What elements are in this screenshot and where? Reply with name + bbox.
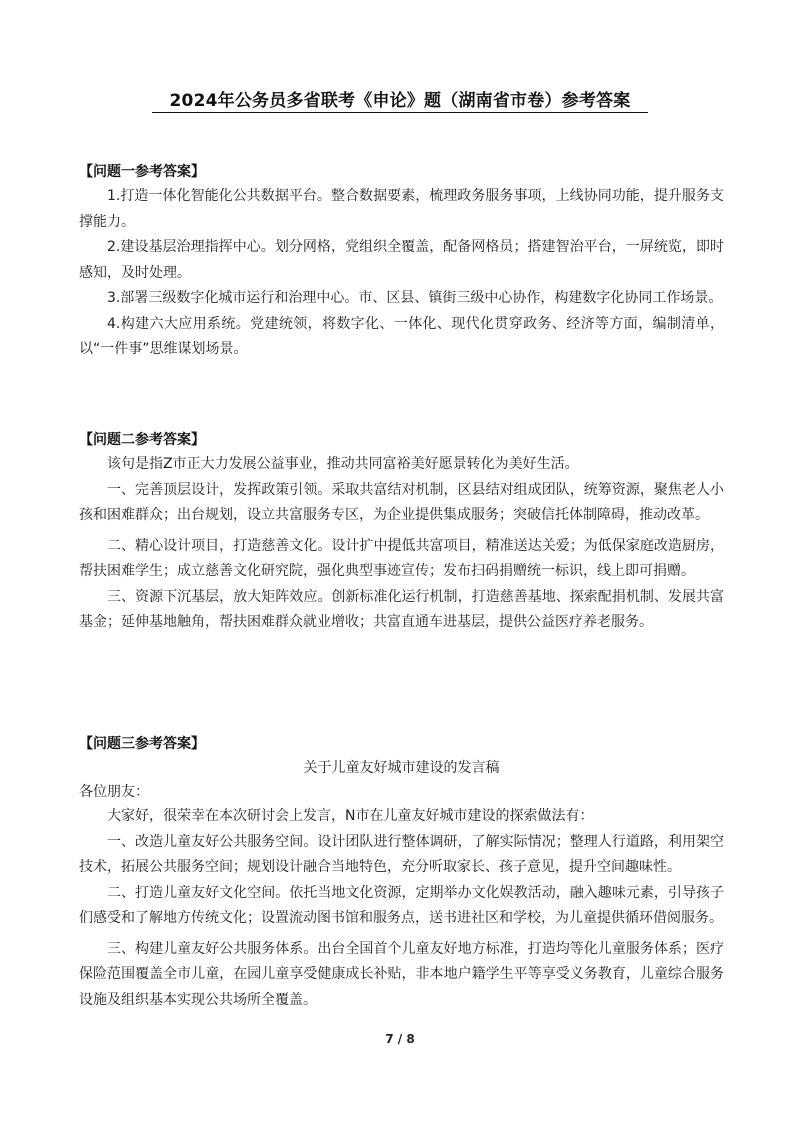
answer-section-q3 [79, 732, 724, 1013]
answer-paragraph: 大家好，很荣幸在本次研讨会上发言，N市在儿童友好城市建设的探索做法有： [107, 808, 594, 824]
answer-paragraph: 1.打造一体化智能化公共数据平台。整合数据要素，梳理政务服务事项，上线协同功能，提升服务支撑能力。 [79, 188, 724, 230]
answer-paragraph: 二、打造儿童友好文化空间。依托当地文化资源，定期举办文化娱教活动，融入趣味元素，引导孩子们感受和了解地方传统文化；设置流动图书馆和服务点，送书进社区和学校，为儿童提供循环借阅服务。 [79, 884, 724, 926]
document-title: 2024年公务员多省联考《申论》题（湖南省市卷）参考答案 [169, 91, 631, 111]
title-underline [152, 112, 648, 113]
speech-salutation: 各位朋友： [79, 784, 149, 800]
speech-title: 关于儿童友好城市建设的发言稿 [303, 760, 500, 776]
answer-paragraph: 4.构建六大应用系统。党建统领，将数字化、一体化、现代化贯穿政务、经济等方面，编制清单，以“一件事”思维谋划场景。 [79, 315, 724, 357]
section-heading: 【问题二参考答案】 [79, 432, 205, 448]
answer-paragraph: 三、资源下沉基层，放大矩阵效应。创新标准化运行机制，打造慈善基地、探索配捐机制、发展共富基金；延伸基地触角，帮扶困难群众就业增收；共富直通车进基层，提供公益医疗养老服务。 [79, 588, 724, 630]
answer-paragraph: 三、构建儿童友好公共服务体系。出台全国首个儿童友好地方标准，打造均等化儿童服务体系；医疗保险范围覆盖全市儿童，在园儿童享受健康成长补贴，非本地户籍学生平等享受义务教育，儿童综合服务设施及组织基本实现公共场所全覆盖。 [79, 940, 724, 1008]
answer-section-q1 [79, 160, 724, 363]
answer-paragraph: 3.部署三级数字化城市运行和治理中心。市、区县、镇街三级中心协作，构建数字化协同工作场景。 [107, 290, 723, 306]
page-number: 7 / 8 [385, 1032, 415, 1046]
section-heading: 【问题一参考答案】 [79, 164, 205, 180]
answer-paragraph: 一、完善顶层设计，发挥政策引领。采取共富结对机制，区县结对组成团队，统筹资源，聚焦老人小孩和困难群众；出台规划，设立共富服务专区，为企业提供集成服务；突破信托体制障碍，推动改革。 [79, 481, 724, 523]
answer-paragraph: 2.建设基层治理指挥中心。划分网格，党组织全覆盖，配备网格员；搭建智治平台，一屏统览，即时感知，及时处理。 [79, 239, 724, 281]
answer-paragraph: 该句是指Z市正大力发展公益事业，推动共同富裕美好愿景转化为美好生活。 [107, 456, 579, 472]
answer-paragraph: 二、精心设计项目，打造慈善文化。设计扩中提低共富项目，精准送达关爱；为低保家庭改造厨房，帮扶困难学生；成立慈善文化研究院，强化典型事迹宣传；发布扫码捐赠统一标识，线上即可捐赠。 [79, 537, 724, 579]
section-heading: 【问题三参考答案】 [79, 736, 205, 752]
answer-paragraph: 一、改造儿童友好公共服务空间。设计团队进行整体调研，了解实际情况；整理人行道路，利用架空技术，拓展公共服务空间；规划设计融合当地特色，充分听取家长、孩子意见，提升空间趣味性。 [79, 833, 724, 875]
answer-section-q2 [79, 428, 724, 636]
